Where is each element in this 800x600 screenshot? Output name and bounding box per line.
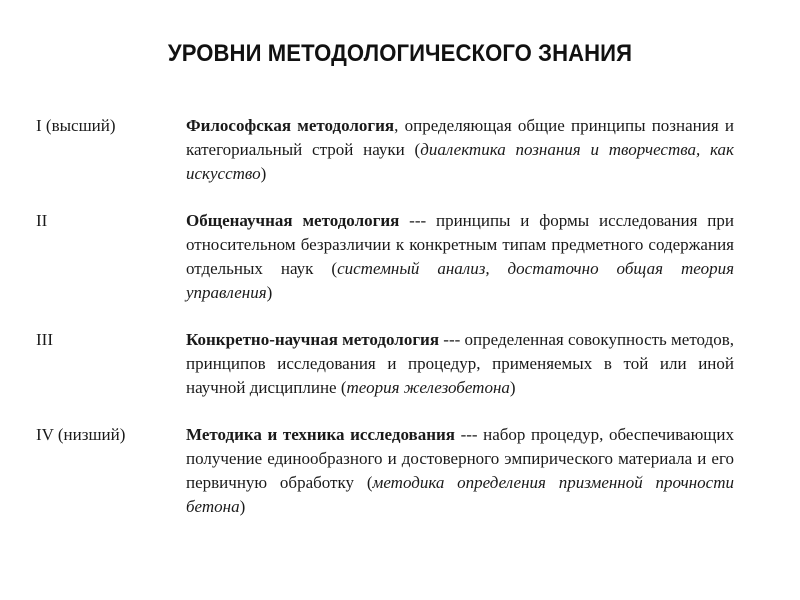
- levels-list: [36, 114, 736, 542]
- level-description: [186, 328, 734, 400]
- level-tail: ): [509, 378, 516, 397]
- level-label: IV (низший): [36, 425, 126, 444]
- page-title: УРОВНИ МЕТОДОЛОГИЧЕСКОГО ЗНАНИЯ: [167, 40, 633, 67]
- level-label: II: [36, 211, 48, 230]
- level-definition: , определяющая общие принципы познания и категориальный строй науки (: [186, 116, 734, 159]
- level-tail: ): [266, 283, 273, 302]
- level-description: [186, 423, 734, 519]
- level-description: [186, 114, 734, 186]
- level-label: I (высший): [36, 116, 116, 135]
- level-term: Общенаучная методология: [186, 211, 400, 230]
- level-example: методика определения призменной прочности бетона: [186, 473, 734, 516]
- level-definition: --- принципы и формы исследования при относительном безразличии к конкретным типам предметного содержания отдельных наук (: [186, 211, 734, 278]
- level-tail: ): [260, 164, 267, 183]
- level-example: диалектика познания и творчества, как искусство: [186, 140, 735, 183]
- level-definition: --- определенная совокупность методов, принципов исследования и процедур, применяемых в той или иной научной дисциплине (: [186, 330, 734, 397]
- level-example: теория железобетона: [346, 378, 510, 397]
- level-description: [186, 209, 734, 305]
- level-label: III: [36, 330, 53, 349]
- level-row: [36, 209, 736, 305]
- level-row: [36, 423, 736, 519]
- level-row: [36, 328, 736, 400]
- level-term: Философская методология: [186, 116, 395, 135]
- level-tail: ): [239, 497, 246, 516]
- level-definition: --- набор процедур, обеспечивающих получение единообразного и достоверного эмпирического материала и его первичную обработку (: [186, 425, 734, 492]
- level-term: Методика и техника исследования: [186, 425, 455, 444]
- level-term: Конкретно-научная методология: [186, 330, 440, 349]
- level-row: [36, 114, 736, 186]
- level-example: системный анализ, достаточно общая теория управления: [186, 259, 734, 302]
